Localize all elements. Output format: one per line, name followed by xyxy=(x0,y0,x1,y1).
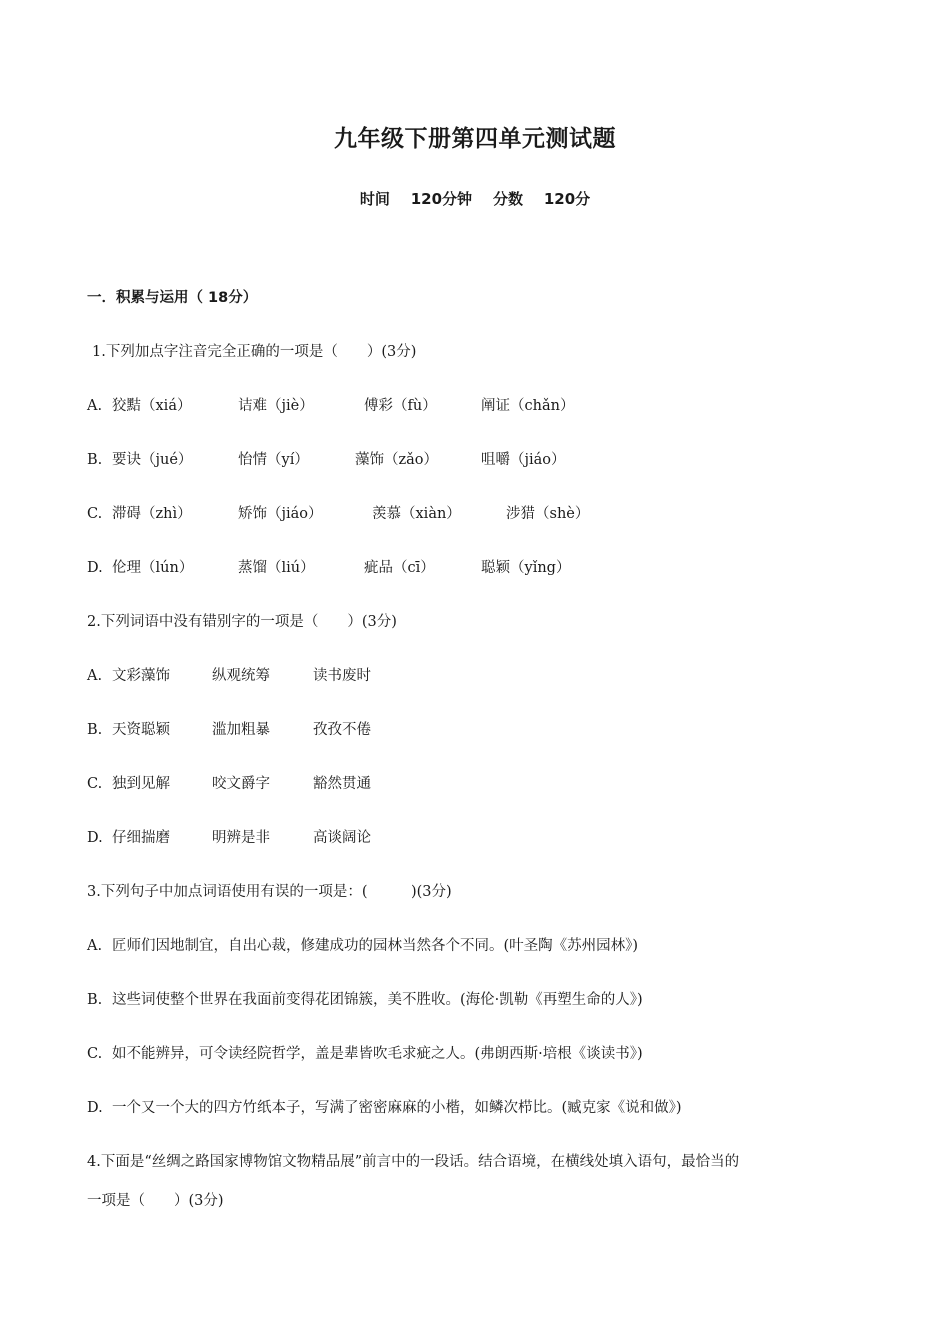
option-letter: C. xyxy=(87,776,103,792)
option-term: 涉猎（shè） xyxy=(506,506,590,522)
option-term: 仔细揣磨 xyxy=(112,830,170,846)
q3-option-b xyxy=(87,989,643,1011)
page-title: 九年级下册第四单元测试题 xyxy=(334,126,616,152)
option-letter: C. xyxy=(87,1046,103,1062)
q1-stem: 1.下列加点字注音完全正确的一项是（ ）(3分) xyxy=(92,344,417,360)
option-term: 咬文爵字 xyxy=(212,776,270,792)
option-term: 独到见解 xyxy=(112,776,170,792)
option-letter: B. xyxy=(87,722,103,738)
option-term: 蒸馏（liú） xyxy=(238,560,315,576)
option-term: 矫饰（jiáo） xyxy=(238,506,323,522)
option-term: 狡黠（xiá） xyxy=(112,398,192,414)
option-letter: D. xyxy=(87,830,103,846)
option-letter: D. xyxy=(87,560,103,576)
time-value: 120分钟 xyxy=(410,190,473,208)
score-label: 分数 xyxy=(492,190,523,208)
option-term: 怡情（yí） xyxy=(238,452,309,468)
option-term: 明辨是非 xyxy=(212,830,270,846)
option-letter: B. xyxy=(87,992,103,1008)
option-letter: A. xyxy=(87,668,103,684)
section-heading: 一．积累与运用（ 18分） xyxy=(87,290,258,306)
q2-option-a xyxy=(87,665,371,687)
option-term: 滞碍（zhì） xyxy=(112,506,192,522)
option-letter: A. xyxy=(87,398,103,414)
q1-option-a xyxy=(87,395,574,417)
option-term: 傅彩（fù） xyxy=(364,398,437,414)
q3-option-d xyxy=(87,1097,682,1119)
q2-option-d xyxy=(87,827,371,849)
option-letter: B. xyxy=(87,452,103,468)
option-term: 阐证（chǎn） xyxy=(481,398,575,414)
option-text: 匠师们因地制宜，自出心裁，修建成功的园林当然各个不同。(叶圣陶《苏州园林》) xyxy=(112,938,639,954)
q4-stem-line2: 一项是（ ）(3分) xyxy=(87,1193,224,1209)
q4-stem-line1: 4.下面是“丝绸之路国家博物馆文物精品展”前言中的一段话。结合语境，在横线处填入语句，最恰当的 xyxy=(87,1154,740,1170)
option-term: 聪颖（yǐng） xyxy=(481,560,571,576)
option-term: 诘难（jiè） xyxy=(238,398,314,414)
option-term: 咀嚼（jiáo） xyxy=(481,452,566,468)
q2-option-c xyxy=(87,773,371,795)
option-term: 伦理（lún） xyxy=(112,560,194,576)
option-term: 孜孜不倦 xyxy=(313,722,371,738)
exam-info xyxy=(0,188,950,210)
option-letter: D. xyxy=(87,1100,103,1116)
option-text: 如不能辨异，可令读经院哲学，盖是辈皆吹毛求疵之人。(弗朗西斯·培根《谈读书》) xyxy=(112,1046,643,1062)
q2-option-b xyxy=(87,719,371,741)
option-term: 天资聪颖 xyxy=(112,722,170,738)
option-term: 羡慕（xiàn） xyxy=(372,506,461,522)
option-letter: A. xyxy=(87,938,103,954)
option-term: 纵观统筹 xyxy=(212,668,270,684)
option-text: 一个又一个大的四方竹纸本子，写满了密密麻麻的小楷，如鳞次栉比。(臧克家《说和做》) xyxy=(112,1100,682,1116)
q1-option-b xyxy=(87,449,566,471)
score-value: 120分 xyxy=(543,190,591,208)
option-text: 这些词使整个世界在我面前变得花团锦簇，美不胜收。(海伦·凯勒《再塑生命的人》) xyxy=(112,992,643,1008)
option-term: 滥加粗暴 xyxy=(212,722,270,738)
q3-option-c xyxy=(87,1043,643,1065)
option-letter: C. xyxy=(87,506,103,522)
option-term: 要诀（jué） xyxy=(112,452,193,468)
q1-option-c xyxy=(87,503,589,525)
time-label: 时间 xyxy=(359,190,390,208)
option-term: 藻饰（zǎo） xyxy=(355,452,439,468)
option-term: 疵品（cī） xyxy=(364,560,435,576)
q3-option-a xyxy=(87,935,638,957)
q1-option-d xyxy=(87,557,570,579)
option-term: 高谈阔论 xyxy=(313,830,371,846)
option-term: 读书废时 xyxy=(313,668,371,684)
q2-stem: 2.下列词语中没有错别字的一项是（ ）(3分) xyxy=(87,614,397,630)
option-term: 文彩藻饰 xyxy=(112,668,170,684)
q3-stem: 3.下列句子中加点词语使用有误的一项是：( )(3分) xyxy=(87,884,452,900)
option-term: 豁然贯通 xyxy=(313,776,371,792)
